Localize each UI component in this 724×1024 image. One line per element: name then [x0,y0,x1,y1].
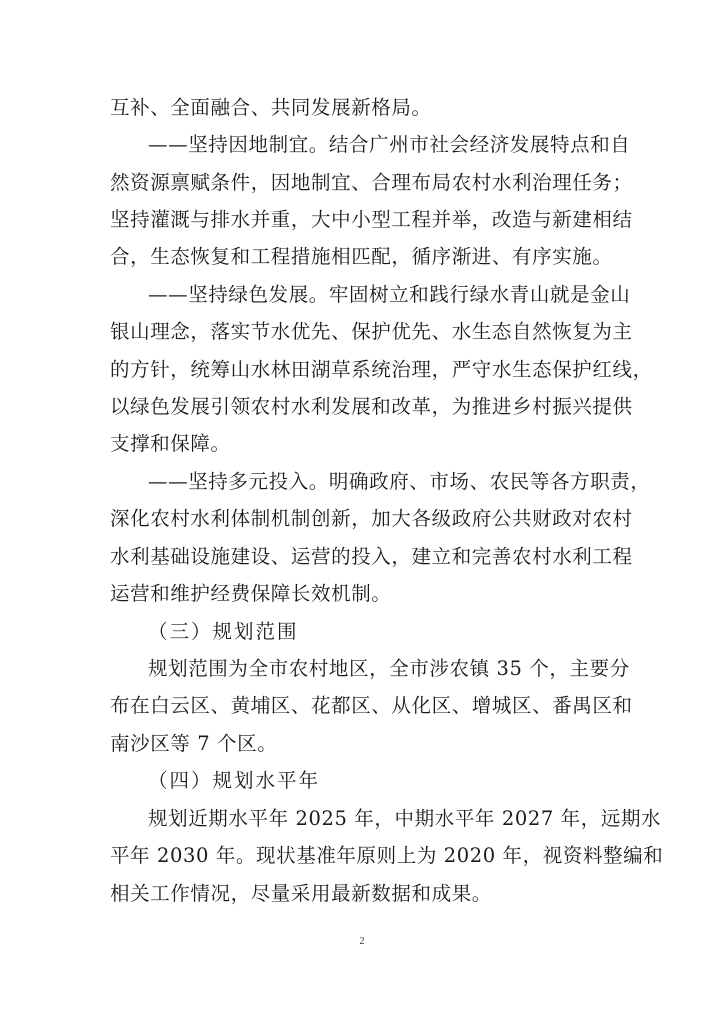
paragraph-line: 平年 2030 年。现状基准年原则上为 2020 年，视资料整编和 [110,844,664,867]
paragraph-line: 支撑和保障。 [110,432,231,455]
section-heading-planning-level-year: （四）规划水平年 [148,769,321,792]
paragraph-line: 银山理念，落实节水优先、保护优先、水生态自然恢复为主 [110,320,633,343]
page-number: 2 [359,936,365,947]
paragraph-line: 深化农村水利体制机制创新，加大各级政府公共财政对农村 [110,507,633,530]
section-heading-planning-scope: （三）规划范围 [148,620,299,643]
paragraph-line: 规划范围为全市农村地区，全市涉农镇 35 个，主要分 [148,657,630,680]
paragraph-line: 合，生态恢复和工程措施相匹配，循序渐进、有序实施。 [110,245,613,268]
paragraph-line: 然资源禀赋条件，因地制宜、合理布局农村水利治理任务； [110,171,633,194]
principle-line: ——坚持多元投入。明确政府、市场、农民等各方职责， [148,470,651,493]
paragraph-line: 规划近期水平年 2025 年，中期水平年 2027 年，远期水 [148,807,662,830]
paragraph-line: 水利基础设施建设、运营的投入，建立和完善农村水利工程 [110,545,633,568]
paragraph-line: 布在白云区、黄埔区、花都区、从化区、增城区、番禺区和 [110,694,633,717]
paragraph-line: 互补、全面融合、共同发展新格局。 [110,96,432,119]
paragraph-line: 以绿色发展引领农村水利发展和改革，为推进乡村振兴提供 [110,395,633,418]
paragraph-line: 相关工作情况，尽量采用最新数据和成果。 [110,882,492,905]
principle-line: ——坚持绿色发展。牢固树立和践行绿水青山就是金山 [148,283,631,306]
principle-line: ——坚持因地制宜。结合广州市社会经济发展特点和自 [148,133,631,156]
paragraph-line: 南沙区等 7 个区。 [110,732,278,755]
paragraph-line: 运营和维护经费保障长效机制。 [110,582,392,605]
paragraph-line: 坚持灌溉与排水并重，大中小型工程并举，改造与新建相结 [110,208,633,231]
paragraph-line: 的方针，统筹山水林田湖草系统治理，严守水生态保护红线， [110,358,653,381]
